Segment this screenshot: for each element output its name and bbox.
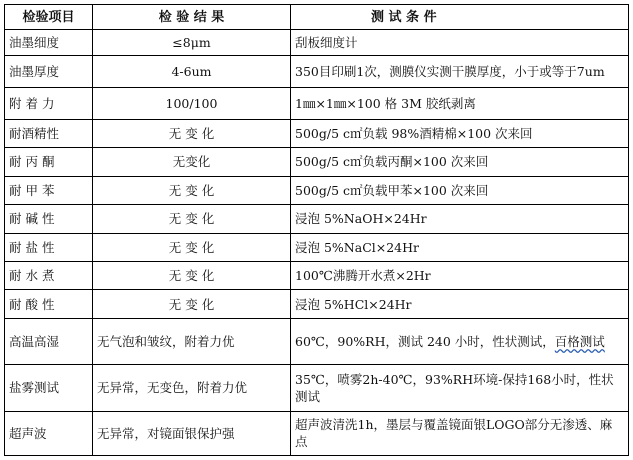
table-row: [5, 205, 629, 233]
condition-cell: 500g/5 c㎡负载甲苯×100 次来回: [291, 176, 629, 204]
header-condition: 测 试 条 件: [291, 5, 629, 30]
item-cell: 耐 丙 酮: [5, 148, 93, 176]
result-cell: 无 变 化: [93, 290, 291, 318]
condition-cell: 350目印刷1次，测膜仪实测干膜厚度，小于或等于7um: [291, 55, 629, 88]
result-cell: 无异常，无变色，附着力优: [93, 365, 291, 411]
table-row: [5, 233, 629, 261]
item-cell: 耐 碱 性: [5, 205, 93, 233]
condition-cell: 浸泡 5%NaCl×24Hr: [291, 233, 629, 261]
condition-text: 60℃，90%RH，测试 240 小时，性状测试，: [295, 334, 555, 350]
condition-cell: 超声波清洗1h，墨层与覆盖镜面银LOGO部分无渗透、麻点: [291, 411, 629, 455]
result-cell: 100/100: [93, 88, 291, 120]
table-row: [5, 318, 629, 364]
result-cell: 无 变 化: [93, 233, 291, 261]
spellcheck-marked-text: 百格测试: [554, 334, 605, 350]
item-cell: 附 着 力: [5, 88, 93, 120]
item-cell: 超声波: [5, 411, 93, 455]
result-cell: 无 变 化: [93, 262, 291, 290]
result-cell: 无 变 化: [93, 176, 291, 204]
item-cell: 盐雾测试: [5, 365, 93, 411]
item-cell: 耐酒精性: [5, 119, 93, 147]
header-row: [5, 5, 629, 30]
condition-cell: 500g/5 c㎡负载 98%酒精棉×100 次来回: [291, 119, 629, 147]
table-row: [5, 411, 629, 455]
test-results-table: [4, 4, 629, 456]
item-cell: 耐 水 煮: [5, 262, 93, 290]
table-row: [5, 262, 629, 290]
condition-cell: 刮板细度计: [291, 30, 629, 55]
table-row: [5, 148, 629, 176]
result-cell: 无 变 化: [93, 119, 291, 147]
condition-cell: [291, 318, 629, 364]
table-row: [5, 55, 629, 88]
result-cell: 无 变 化: [93, 205, 291, 233]
result-cell: 无变化: [93, 148, 291, 176]
item-cell: 高温高湿: [5, 318, 93, 364]
result-cell: ≤8μm: [93, 30, 291, 55]
condition-cell: 100℃沸腾开水煮×2Hr: [291, 262, 629, 290]
table-row: [5, 176, 629, 204]
condition-cell: 500g/5 c㎡负载丙酮×100 次来回: [291, 148, 629, 176]
item-cell: 油墨细度: [5, 30, 93, 55]
condition-cell: 浸泡 5%NaOH×24Hr: [291, 205, 629, 233]
table-row: [5, 365, 629, 411]
result-cell: 4-6um: [93, 55, 291, 88]
condition-cell: 35℃，喷雾2h-40℃，93%RH环境-保持168小时，性状测试: [291, 365, 629, 411]
table-row: [5, 119, 629, 147]
header-item: 检验项目: [5, 5, 93, 30]
item-cell: 油墨厚度: [5, 55, 93, 88]
result-cell: 无异常，对镜面银保护强: [93, 411, 291, 455]
item-cell: 耐 盐 性: [5, 233, 93, 261]
header-result: 检 验 结 果: [93, 5, 291, 30]
table-row: [5, 30, 629, 55]
condition-cell: 浸泡 5%HCl×24Hr: [291, 290, 629, 318]
item-cell: 耐 酸 性: [5, 290, 93, 318]
item-cell: 耐 甲 苯: [5, 176, 93, 204]
table-row: [5, 88, 629, 120]
table-row: [5, 290, 629, 318]
condition-cell: 1㎜×1㎜×100 格 3M 胶纸剥离: [291, 88, 629, 120]
result-cell: 无气泡和皱纹，附着力优: [93, 318, 291, 364]
